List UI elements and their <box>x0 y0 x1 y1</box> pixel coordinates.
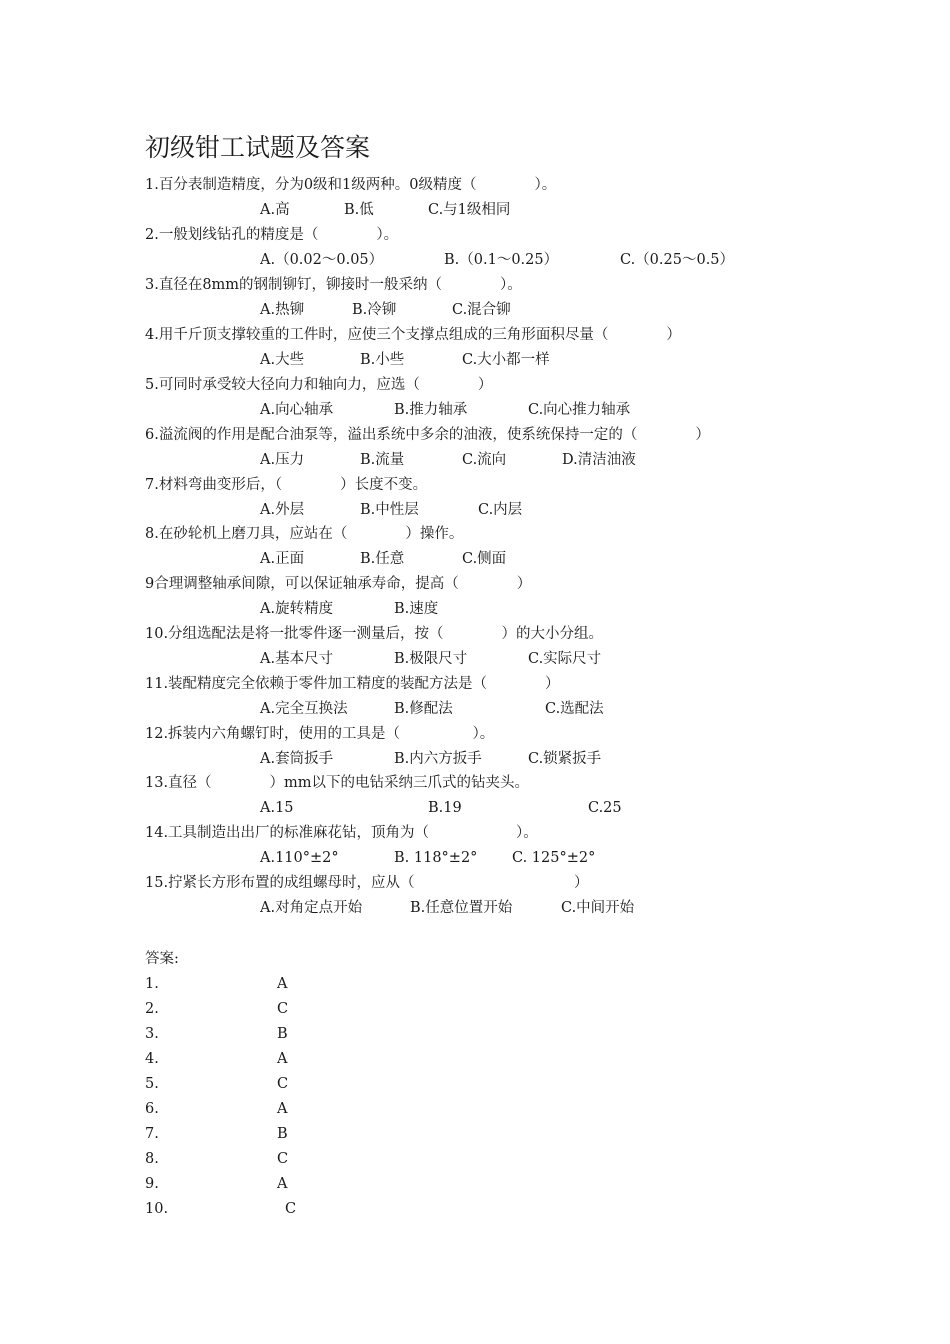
question-12-text: 12.拆装内六角螺钉时，使用的工具是（ ）。 <box>145 726 495 742</box>
answer-row <box>0 997 950 1022</box>
answer-row <box>0 972 950 997</box>
question-1-text: 1.百分表制造精度，分为0级和1级两种。0级精度（ ）。 <box>145 177 557 193</box>
answer-row <box>0 1072 950 1097</box>
question-13-options <box>0 796 950 821</box>
question-4-option-a: A.大些 <box>260 352 305 368</box>
question-2-option-a: A.（0.02～0.05） <box>260 252 384 268</box>
question-11-option-a: A.完全互换法 <box>260 701 348 717</box>
question-14-options <box>0 846 950 871</box>
question-11-text: 11.装配精度完全依赖于零件加工精度的装配方法是（ ） <box>145 676 560 692</box>
question-5-option-b: B.推力轴承 <box>394 402 468 418</box>
answer-number: 2. <box>145 1001 159 1017</box>
question-10-option-b: B.极限尺寸 <box>394 651 468 667</box>
question-6-text: 6.溢流阀的作用是配合油泵等，溢出系统中多余的油液，使系统保持一定的（ ） <box>145 427 710 443</box>
question-12-options <box>0 747 950 772</box>
answer-number: 6. <box>145 1101 159 1117</box>
question-3-option-a: A.热铆 <box>260 302 305 318</box>
question-2-text: 2.一般划线钻孔的精度是（ ）。 <box>145 227 399 243</box>
question-1-option-b: B.低 <box>344 202 374 218</box>
question-13-option-c: C.25 <box>588 800 622 816</box>
question-11-options <box>0 697 950 722</box>
answer-number: 8. <box>145 1151 159 1167</box>
answer-row <box>0 1122 950 1147</box>
question-8-options <box>0 547 950 572</box>
question-6-option-b: B.流量 <box>360 452 405 468</box>
question-9-text: 9合理调整轴承间隙，可以保证轴承寿命，提高（ ） <box>145 576 532 592</box>
question-7-text: 7.材料弯曲变形后，（ ）长度不变。 <box>145 477 428 493</box>
answers-heading: 答案: <box>145 951 179 967</box>
answer-number: 4. <box>145 1051 159 1067</box>
answer-row <box>0 1022 950 1047</box>
question-9-options <box>0 597 950 622</box>
answer-value: C <box>277 1076 289 1092</box>
question-14-text: 14.工具制造出出厂的标准麻花钻，顶角为（ ）。 <box>145 825 538 841</box>
answer-number: 7. <box>145 1126 159 1142</box>
question-4-option-c: C.大小都一样 <box>462 352 550 368</box>
question-8-option-b: B.任意 <box>360 551 405 567</box>
question-3-text: 3.直径在8mm的钢制铆钉，铆接时一般采纳（ ）。 <box>145 277 522 293</box>
question-7-option-c: C.内层 <box>478 502 523 518</box>
question-13-option-b: B.19 <box>428 800 462 816</box>
answer-number: 9. <box>145 1176 159 1192</box>
question-11-option-c: C.选配法 <box>545 701 604 717</box>
question-3-options <box>0 298 950 323</box>
question-3-option-c: C.混合铆 <box>452 302 511 318</box>
answer-row <box>0 1047 950 1072</box>
question-13-text: 13.直径（ ）mm以下的电钻采纳三爪式的钻夹头。 <box>145 775 530 791</box>
answer-value: A <box>277 1101 288 1117</box>
question-15-option-c: C.中间开始 <box>561 900 635 916</box>
question-15-options <box>0 896 950 921</box>
question-15-text: 15.拧紧长方形布置的成组螺母时，应从（ ） <box>145 875 589 891</box>
question-14-option-a: A.110°±2° <box>260 850 339 866</box>
question-4-option-b: B.小些 <box>360 352 405 368</box>
question-11-option-b: B.修配法 <box>394 701 453 717</box>
question-10-option-c: C.实际尺寸 <box>528 651 602 667</box>
page-title: 初级钳工试题及答案 <box>145 133 371 162</box>
question-6-options <box>0 448 950 473</box>
question-8-text: 8.在砂轮机上磨刀具，应站在（ ）操作。 <box>145 526 464 542</box>
question-4-options <box>0 348 950 373</box>
answer-row <box>0 1147 950 1172</box>
question-12-option-b: B.内六方扳手 <box>394 751 482 767</box>
question-15-option-b: B.任意位置开始 <box>410 900 513 916</box>
question-9-option-a: A.旋转精度 <box>260 601 334 617</box>
question-14-option-c: C. 125°±2° <box>512 850 596 866</box>
question-14-option-b: B. 118°±2° <box>394 850 478 866</box>
answer-value: B <box>277 1026 288 1042</box>
question-1-option-a: A.高 <box>260 202 290 218</box>
question-15-option-a: A.对角定点开始 <box>260 900 363 916</box>
answer-number: 3. <box>145 1026 159 1042</box>
question-5-text: 5.可同时承受较大径向力和轴向力，应选（ ） <box>145 377 493 393</box>
question-8-option-c: C.侧面 <box>462 551 507 567</box>
question-1-options <box>0 198 950 223</box>
answer-value: C <box>285 1201 297 1217</box>
question-10-options <box>0 647 950 672</box>
answer-number: 5. <box>145 1076 159 1092</box>
question-6-option-d: D.清洁油液 <box>562 452 636 468</box>
answer-row <box>0 1197 950 1222</box>
question-4-text: 4.用千斤顶支撑较重的工件时，应使三个支撑点组成的三角形面积尽量（ ） <box>145 327 681 343</box>
answer-value: A <box>277 1176 288 1192</box>
question-12-option-a: A.套筒扳手 <box>260 751 334 767</box>
question-6-option-c: C.流向 <box>462 452 507 468</box>
question-3-option-b: B.冷铆 <box>352 302 397 318</box>
question-2-option-c: C.（0.25～0.5） <box>620 252 735 268</box>
question-12-option-c: C.锁紧扳手 <box>528 751 602 767</box>
question-2-option-b: B.（0.1～0.25） <box>444 252 559 268</box>
question-7-option-a: A.外层 <box>260 502 305 518</box>
question-10-option-a: A.基本尺寸 <box>260 651 334 667</box>
answer-number: 1. <box>145 976 159 992</box>
question-9-option-b: B.速度 <box>394 601 439 617</box>
answer-value: A <box>277 1051 288 1067</box>
question-1-option-c: C.与1级相同 <box>428 202 511 218</box>
question-6-option-a: A.压力 <box>260 452 305 468</box>
question-5-options <box>0 398 950 423</box>
question-13-option-a: A.15 <box>260 800 294 816</box>
question-7-options <box>0 498 950 523</box>
question-8-option-a: A.正面 <box>260 551 305 567</box>
answer-number: 10. <box>145 1201 169 1217</box>
question-10-text: 10.分组选配法是将一批零件逐一测量后，按（ ）的大小分组。 <box>145 626 604 642</box>
answer-row <box>0 1172 950 1197</box>
question-5-option-a: A.向心轴承 <box>260 402 334 418</box>
answer-value: C <box>277 1001 289 1017</box>
question-5-option-c: C.向心推力轴承 <box>528 402 631 418</box>
answer-value: B <box>277 1126 288 1142</box>
answer-row <box>0 1097 950 1122</box>
answer-value: C <box>277 1151 289 1167</box>
answer-value: A <box>277 976 288 992</box>
question-7-option-b: B.中性层 <box>360 502 419 518</box>
question-2-options <box>0 248 950 273</box>
